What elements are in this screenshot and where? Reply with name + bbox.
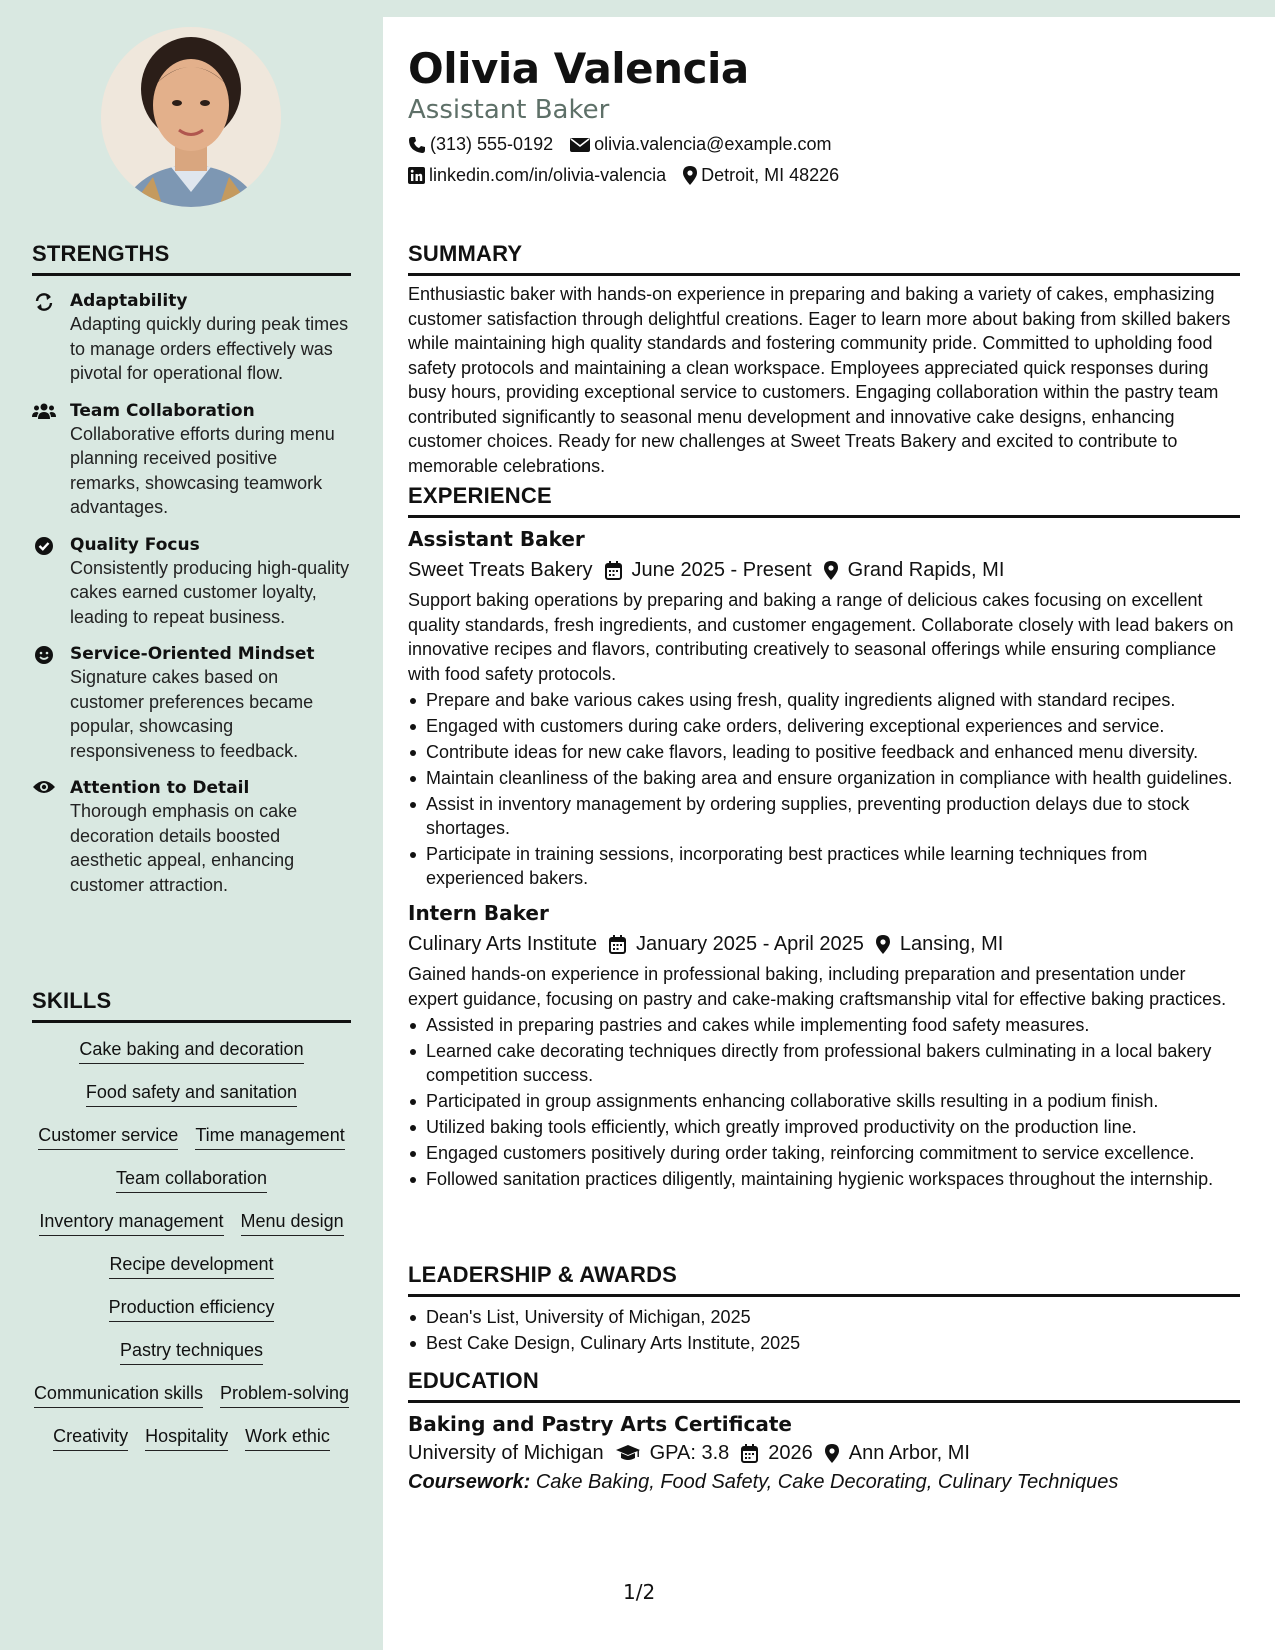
list-item: Dean's List, University of Michigan, 2025 [408, 1305, 1240, 1329]
job-dates-item [605, 556, 812, 584]
gpa-text: GPA: 3.8 [649, 1442, 730, 1464]
job-location-item [876, 930, 1003, 958]
list-item: Utilized baking tools efficiently, which greatly improved productivity on the production line. [408, 1115, 1240, 1139]
job-bullets [408, 688, 1240, 890]
list-item: Participate in training sessions, incorporating best practices while learning techniques from experienced bakers. [408, 842, 1240, 890]
job-company: Culinary Arts Institute [408, 933, 597, 955]
coursework-text: Cake Baking, Food Safety, Cake Decorating, Culinary Techniques [535, 1471, 1119, 1493]
email-link[interactable]: olivia.valencia@example.com [594, 134, 832, 154]
skill-tag: Work ethic [245, 1424, 330, 1451]
job-location: Grand Rapids, MI [847, 559, 1005, 581]
job-dates: June 2025 - Present [631, 559, 812, 581]
awards-section [408, 1262, 1240, 1357]
linkedin-icon [408, 167, 425, 184]
skill-tag: Food safety and sanitation [86, 1080, 297, 1107]
job-entry [408, 526, 1240, 890]
list-item: Contribute ideas for new cake flavors, leading to positive feedback and enhanced menu diversity. [408, 740, 1240, 764]
strength-title: Attention to Detail [70, 778, 250, 798]
education-location: Ann Arbor, MI [848, 1442, 970, 1464]
skills-title: SKILLS [32, 988, 351, 1023]
list-item: Engaged customers positively during order taking, reinforcing commitment to service excellence. [408, 1141, 1240, 1165]
skill-tag: Time management [195, 1123, 344, 1150]
skills-list [32, 1037, 351, 1451]
list-item: Best Cake Design, Culinary Arts Institute, 2025 [408, 1331, 1240, 1355]
job-title: Intern Baker [408, 901, 549, 925]
skill-tag: Production efficiency [109, 1295, 275, 1322]
education-section [408, 1368, 1240, 1494]
job-description: Gained hands-on experience in professional baking, including preparation and presentation under expert guidance, focusing on pastry and cake-making craftsmanship vital for effective baking practices. [408, 964, 1227, 1009]
location-item [683, 165, 839, 186]
job-meta [408, 930, 1240, 958]
skill-tag: Cake baking and decoration [79, 1037, 303, 1064]
skill-tag: Menu design [241, 1209, 344, 1236]
experience-title: EXPERIENCE [408, 483, 1240, 518]
page-number: 1/2 [623, 1580, 656, 1604]
eye-icon [32, 777, 56, 801]
skill-tag: Team collaboration [116, 1166, 267, 1193]
year-item [741, 1439, 813, 1467]
summary-section [408, 241, 1240, 478]
strength-desc: Thorough emphasis on cake decoration details boosted aesthetic appeal, enhancing customer attraction. [70, 801, 298, 895]
list-item: Prepare and bake various cakes using fresh, quality ingredients aligned with standard recipes. [408, 688, 1240, 712]
envelope-icon [570, 137, 590, 153]
list-item: Participated in group assignments enhancing collaborative skills resulting in a podium finish. [408, 1089, 1240, 1113]
list-item: Assist in inventory management by ordering supplies, preventing production delays due to stock shortages. [408, 792, 1240, 840]
gpa-item [616, 1439, 730, 1467]
phone-text: (313) 555-0192 [430, 134, 554, 154]
list-item: Assisted in preparing pastries and cakes while implementing food safety measures. [408, 1013, 1240, 1037]
strength-desc: Signature cakes based on customer preferences became popular, showcasing responsiveness to feedback. [70, 667, 314, 761]
main-content [383, 17, 1275, 1650]
strength-desc: Consistently producing high-quality cakes earned customer loyalty, leading to repeat business. [70, 557, 350, 627]
strength-title: Team Collaboration [70, 400, 255, 421]
strength-title: Service-Oriented Mindset [70, 644, 315, 664]
strength-title: Quality Focus [70, 534, 200, 555]
skills-section [32, 988, 351, 1451]
awards-title: LEADERSHIP & AWARDS [408, 1262, 1240, 1297]
strength-item [32, 400, 351, 520]
profile-photo [101, 27, 281, 207]
experience-section [408, 483, 1240, 1193]
strengths-title: STRENGTHS [32, 241, 351, 276]
graduation-cap-icon [616, 1444, 640, 1462]
education-title: EDUCATION [408, 1368, 1240, 1403]
linkedin-item[interactable] [408, 165, 666, 186]
list-item: Maintain cleanliness of the baking area and ensure organization in compliance with health guidelines. [408, 766, 1240, 790]
skill-tag: Customer service [38, 1123, 178, 1150]
awards-list [408, 1305, 1240, 1355]
candidate-role: Assistant Baker [408, 95, 610, 125]
job-company: Sweet Treats Bakery [408, 559, 593, 581]
map-pin-icon [824, 561, 838, 580]
refresh-icon [32, 290, 56, 314]
contact-row-1 [408, 134, 848, 155]
strength-item [32, 290, 351, 386]
coursework-label: Coursework: [408, 1471, 531, 1493]
strengths-section [32, 241, 351, 897]
job-dates: January 2025 - April 2025 [635, 933, 864, 955]
sidebar [0, 0, 383, 1650]
degree-title: Baking and Pastry Arts Certificate [408, 1412, 792, 1436]
email-item[interactable] [570, 134, 831, 155]
map-pin-icon [825, 1444, 839, 1463]
contact-row-2 [408, 165, 856, 186]
skill-tag: Recipe development [109, 1252, 273, 1279]
school-name: University of Michigan [408, 1442, 604, 1464]
phone-icon [408, 136, 426, 154]
education-meta [408, 1439, 1240, 1467]
location-text: Detroit, MI 48226 [701, 165, 840, 185]
skill-tag: Hospitality [145, 1424, 228, 1451]
check-circle-icon [32, 534, 56, 558]
summary-title: SUMMARY [408, 241, 1240, 276]
strength-desc: Adapting quickly during peak times to manage orders effectively was pivotal for operational flow. [70, 314, 349, 383]
coursework [408, 1471, 1240, 1494]
list-item: Learned cake decorating techniques directly from professional bakers culminating in a local bakery competition success. [408, 1039, 1240, 1087]
calendar-icon [741, 1444, 758, 1463]
job-entry [408, 900, 1240, 1191]
job-location: Lansing, MI [899, 933, 1004, 955]
education-location-item [825, 1439, 970, 1467]
skill-tag: Inventory management [39, 1209, 223, 1236]
phone-item [408, 134, 553, 155]
users-icon [32, 400, 56, 424]
strength-item [32, 643, 351, 763]
map-pin-icon [683, 166, 697, 185]
strength-desc: Collaborative efforts during menu planning received positive remarks, showcasing teamwork advantages. [70, 423, 335, 517]
strength-item [32, 777, 351, 897]
job-title: Assistant Baker [408, 527, 585, 551]
list-item: Engaged with customers during cake orders, delivering exceptional experiences and service. [408, 714, 1240, 738]
calendar-icon [609, 935, 626, 954]
skill-tag: Pastry techniques [120, 1338, 263, 1365]
job-dates-item [609, 930, 864, 958]
job-bullets [408, 1013, 1240, 1191]
map-pin-icon [876, 935, 890, 954]
strength-item [32, 534, 351, 630]
strength-title: Adaptability [70, 291, 188, 311]
skill-tag: Communication skills [34, 1381, 203, 1408]
candidate-name: Olivia Valencia [408, 44, 749, 93]
skill-tag: Problem-solving [220, 1381, 349, 1408]
year-text: 2026 [768, 1442, 813, 1464]
skill-tag: Creativity [53, 1424, 128, 1451]
list-item: Followed sanitation practices diligently, maintaining hygienic workspaces throughout the internship. [408, 1167, 1240, 1191]
calendar-icon [605, 561, 622, 580]
job-location-item [824, 556, 1005, 584]
job-description: Support baking operations by preparing and baking a range of delicious cakes focusing on excellent quality standards, fresh ingredients, and customer engagement. Collaborate closely with lead bakers on innovative recipes and flavors, contributing creatively to seasonal offerings while ensuring compliance with food safety protocols. [408, 590, 1234, 684]
linkedin-link[interactable]: linkedin.com/in/olivia-valencia [429, 165, 667, 185]
smile-icon [32, 643, 56, 667]
summary-text: Enthusiastic baker with hands-on experience in preparing and baking a variety of cakes, emphasizing customer satisfaction through delightful creations. Eager to learn more about baking from skilled bakers while maintaining high quality standards and fostering community pride. Committed to upholding food safety protocols and maintaining a clean workspace. Employees appreciated quick responses during busy hours, providing exceptional service to customers. Engaging collaboration within the pastry team contributed significantly to seasonal menu development and innovative cake designs, enhancing customer choices. Ready for new challenges at Sweet Treats Bakery and excited to contribute to memorable celebrations. [408, 284, 1231, 476]
job-meta [408, 556, 1240, 584]
